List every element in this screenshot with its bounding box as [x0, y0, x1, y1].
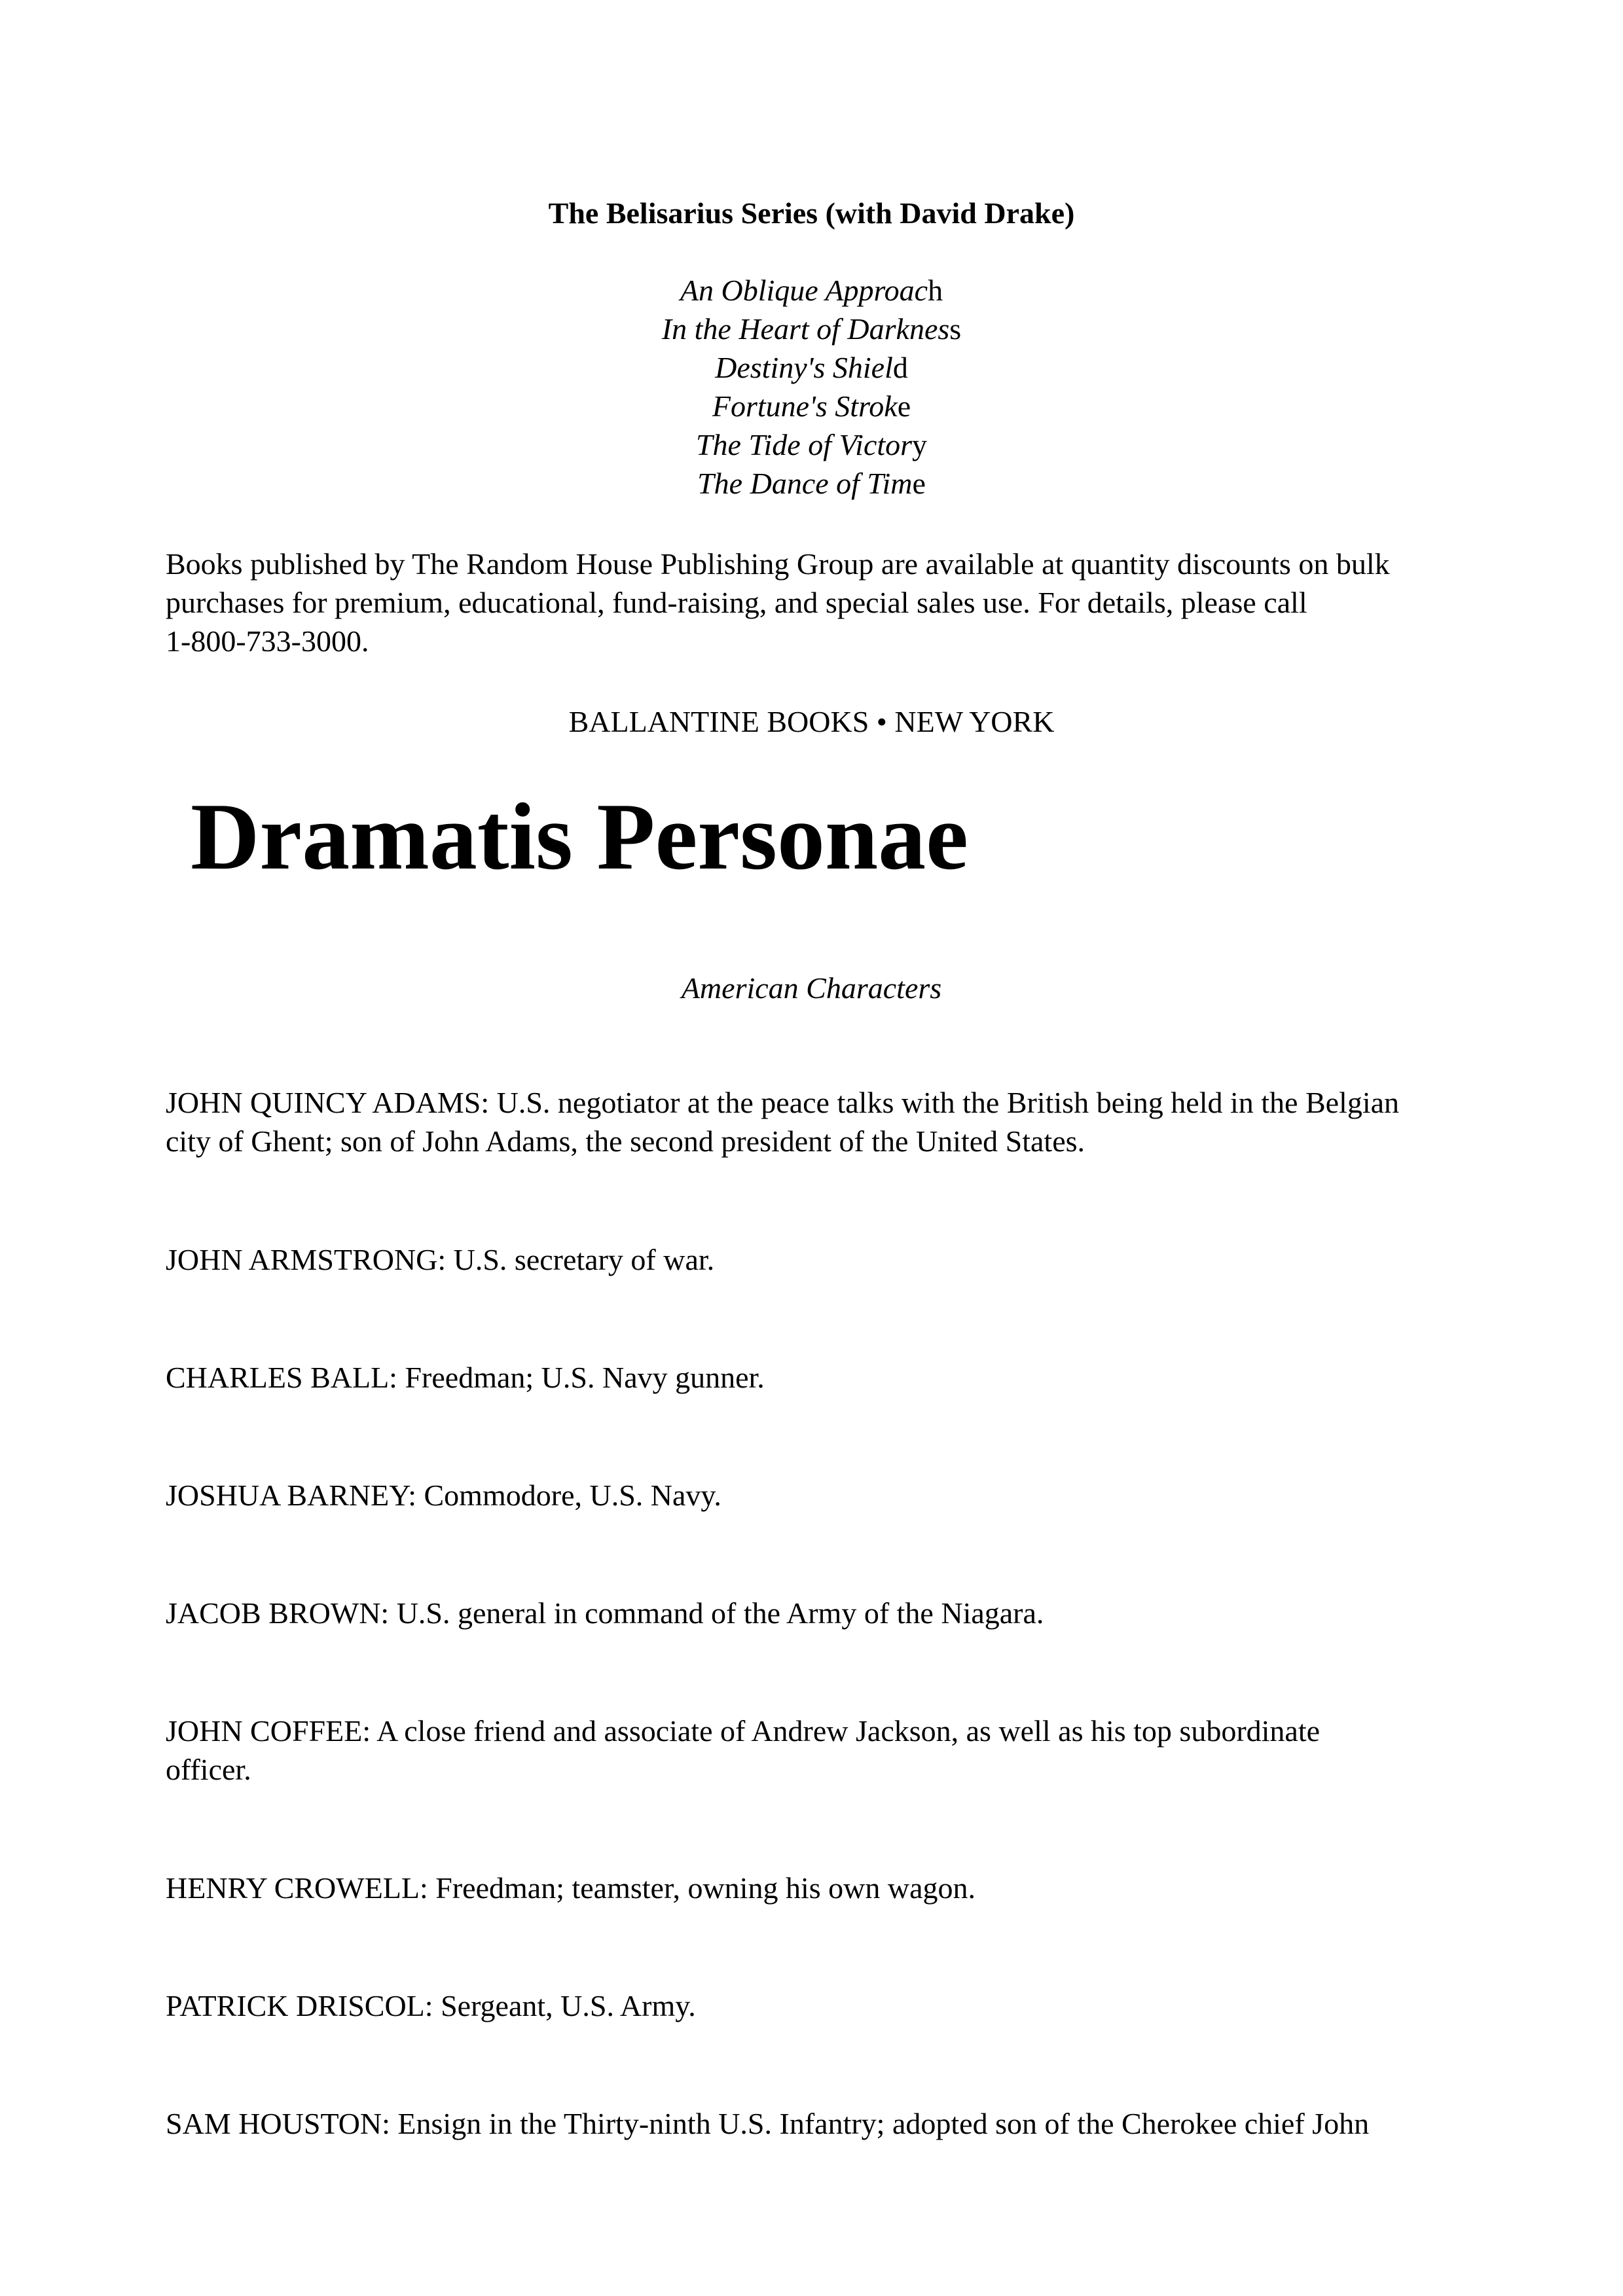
section-title: Dramatis Personae — [191, 783, 968, 889]
character-line: JOHN ARMSTRONG: U.S. secretary of war. — [166, 1243, 715, 1276]
character-entry — [166, 1476, 1475, 1515]
character-entry — [166, 1358, 1475, 1397]
book-title — [0, 387, 1623, 425]
character-line: city of Ghent; son of John Adams, the second president of the United States. — [166, 1124, 1085, 1158]
character-entry — [166, 1712, 1475, 1789]
character-line: JOHN COFFEE: A close friend and associate of Andrew Jackson, as well as his top subordinate — [166, 1714, 1321, 1748]
publisher-line: BALLANTINE BOOKS • NEW YORK — [568, 705, 1055, 738]
book-title — [0, 464, 1623, 503]
book-title — [0, 310, 1623, 348]
character-line: officer. — [166, 1753, 251, 1786]
character-entry — [166, 1240, 1475, 1279]
book-title-tail: h — [928, 274, 943, 307]
book-title-tail: y — [912, 428, 928, 461]
character-entry — [166, 1594, 1475, 1632]
book-title-italic: The Tide of Victor — [695, 428, 913, 461]
book-title — [0, 425, 1623, 464]
book-title-italic: Fortune's Strok — [712, 389, 898, 423]
character-line: HENRY CROWELL: Freedman; teamster, owning his own wagon. — [166, 1871, 976, 1905]
bulk-sales-notice — [166, 545, 1475, 660]
notice-line: Books published by The Random House Publishing Group are available at quantity discounts on bulk — [166, 547, 1390, 581]
book-title-tail: e — [912, 467, 926, 500]
character-line: CHARLES BALL: Freedman; U.S. Navy gunner. — [166, 1361, 765, 1394]
book-list — [0, 271, 1623, 503]
notice-line: purchases for premium, educational, fund-raising, and special sales use. For details, please call — [166, 586, 1307, 619]
book-title — [0, 348, 1623, 387]
series-heading: The Belisarius Series (with David Drake) — [548, 196, 1075, 230]
character-entry — [166, 2104, 1475, 2143]
notice-line: 1-800-733-3000. — [166, 624, 369, 658]
subsection-title: American Characters — [681, 971, 942, 1005]
character-line: SAM HOUSTON: Ensign in the Thirty-ninth U.S. Infantry; adopted son of the Cherokee chief John — [166, 2107, 1370, 2140]
character-entry — [166, 1869, 1475, 1907]
book-title-tail: d — [892, 351, 908, 384]
character-line: PATRICK DRISCOL: Sergeant, U.S. Army. — [166, 1989, 696, 2022]
book-title-tail: s — [949, 312, 962, 346]
book-title-italic: In the Heart of Darknes — [661, 312, 950, 346]
character-line: JACOB BROWN: U.S. general in command of the Army of the Niagara. — [166, 1596, 1044, 1630]
book-title-italic: An Oblique Approac — [680, 274, 928, 307]
book-title-italic: The Dance of Tim — [697, 467, 913, 500]
character-entry — [166, 1986, 1475, 2025]
book-title — [0, 271, 1623, 310]
book-title-tail: e — [897, 389, 911, 423]
character-line: JOSHUA BARNEY: Commodore, U.S. Navy. — [166, 1479, 721, 1512]
book-title-italic: Destiny's Shiel — [715, 351, 893, 384]
character-line: JOHN QUINCY ADAMS: U.S. negotiator at the peace talks with the British being held in the Belgian — [166, 1086, 1400, 1119]
character-entry — [166, 1083, 1475, 1160]
